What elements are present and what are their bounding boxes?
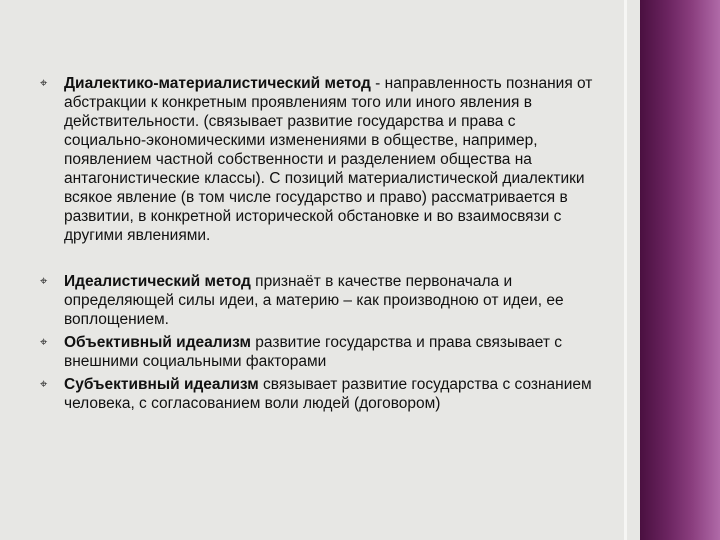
target-bullet-icon: ⌖ [40, 334, 48, 349]
list-item-idealistic [40, 272, 600, 329]
list-item-objective-idealism [40, 333, 600, 371]
item-text: - направленность познания от абстракции к конкретным проявлениям того или иного явления в действительности. (связывает развитие государства и права с социально-экономическими изменениями в обществе, например, появлением частной собственности и разделением общества на антагонистические классы). С позиций материалистической диалектики всякое явление (в том числе государство и право) рассматривается в развитии, в конкретной исторической обстановке и во взаимосвязи с другими явлениями. [64, 75, 593, 244]
target-bullet-icon: ⌖ [40, 273, 48, 288]
list-item-dialectical [40, 74, 600, 245]
item-text: связывает развитие государства с сознанием человека, с согласованием воли людей (договором) [64, 376, 592, 412]
item-text: развитие государства и права связывает с внешними социальными факторами [64, 334, 563, 370]
panel-divider [624, 0, 627, 540]
item-term: Идеалистический метод [64, 273, 251, 290]
item-term: Диалектико-материалистический метод [64, 75, 371, 92]
bullet-list [40, 74, 600, 413]
item-term: Объективный идеализм [64, 334, 251, 351]
target-bullet-icon: ⌖ [40, 376, 48, 391]
target-bullet-icon: ⌖ [40, 75, 48, 90]
side-decoration-panel [640, 0, 720, 540]
item-text: признаёт в качестве первоначала и определяющей силы идеи, а материю – как производною от идеи, ее воплощением. [64, 273, 564, 328]
list-item-subjective-idealism [40, 375, 600, 413]
item-term: Субъективный идеализм [64, 376, 259, 393]
